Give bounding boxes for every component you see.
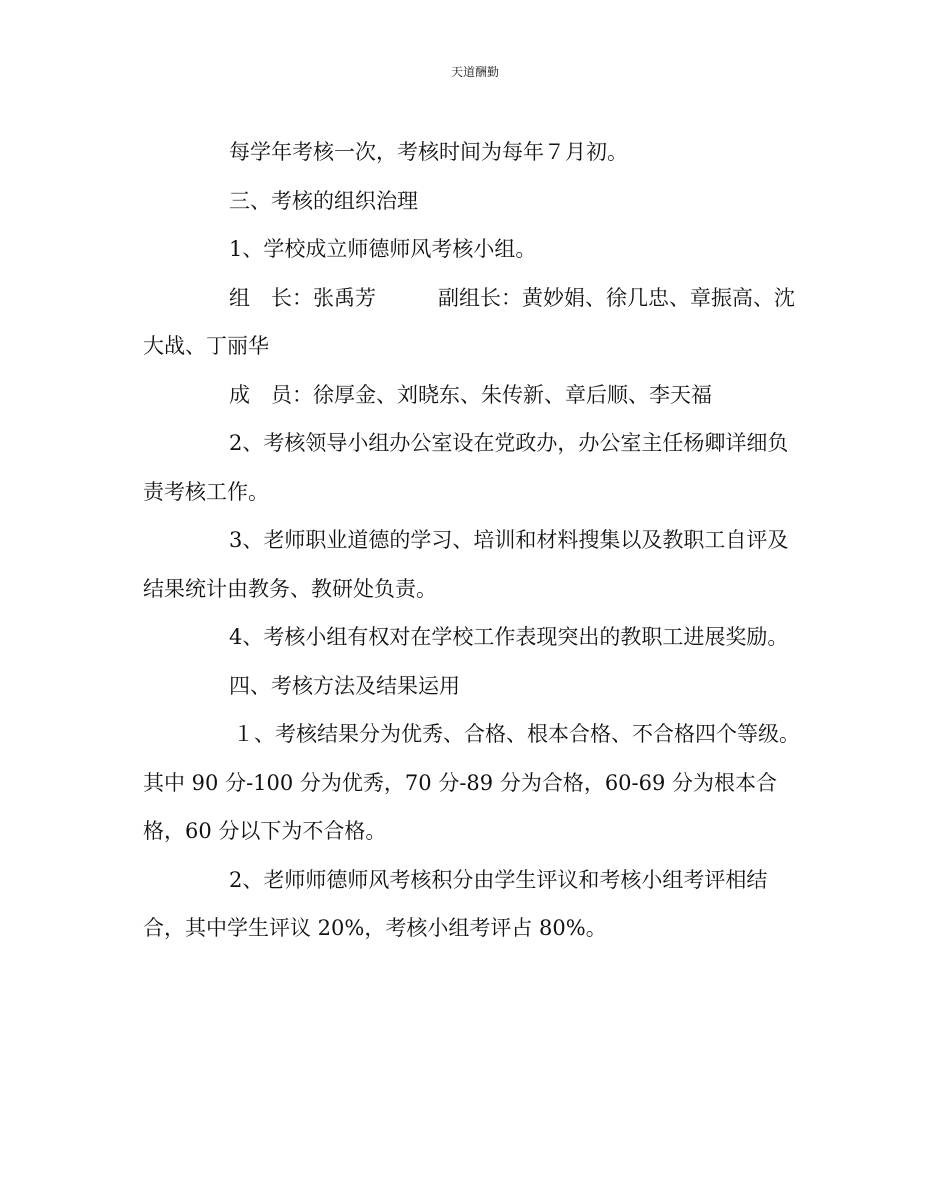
document-body: [143, 128, 808, 953]
paragraph-training: 3、老师职业道德的学习、培训和材料搜集以及教职工自评及结果统计由教务、教研处负责。: [143, 528, 789, 601]
section-heading-organization: 三、考核的组织治理: [229, 188, 418, 213]
paragraph-group-leaders: [143, 274, 808, 371]
group-deputies: 副组长：黄妙娟、徐几忠、章振高、沈大战、丁丽华: [143, 285, 795, 358]
paragraph-group-members: 成 员：徐厚金、刘晓东、朱传新、章后顺、李天福: [229, 382, 712, 407]
paragraph-assessment-frequency: 每学年考核一次，考核时间为每年７月初。: [229, 140, 628, 164]
paragraph-rewards: 4、考核小组有权对在学校工作表现突出的教职工进展奖励。: [229, 625, 789, 649]
section-heading-methods: 四、考核方法及结果运用: [229, 673, 460, 698]
paragraph-group-established: 1、学校成立师德师风考核小组。: [229, 237, 537, 261]
paragraph-scoring: 2、老师师德师风考核积分由学生评议和考核小组考评相结合，其中学生评议 20%，考核小组考评占 80%。: [143, 867, 768, 940]
page-header: 天道酬勤: [450, 65, 499, 79]
paragraph-grades: １、考核结果分为优秀、合格、根本合格、不合格四个等级。其中 90 分-100 分为优秀，70 分-89 分为合格，60-69 分为根本合格，60 分以下为不合格。: [143, 722, 800, 843]
paragraph-office: 2、考核领导小组办公室设在党政办，办公室主任杨卿详细负责考核工作。: [143, 431, 789, 504]
group-leader: 组 长：张禹芳: [229, 285, 376, 310]
